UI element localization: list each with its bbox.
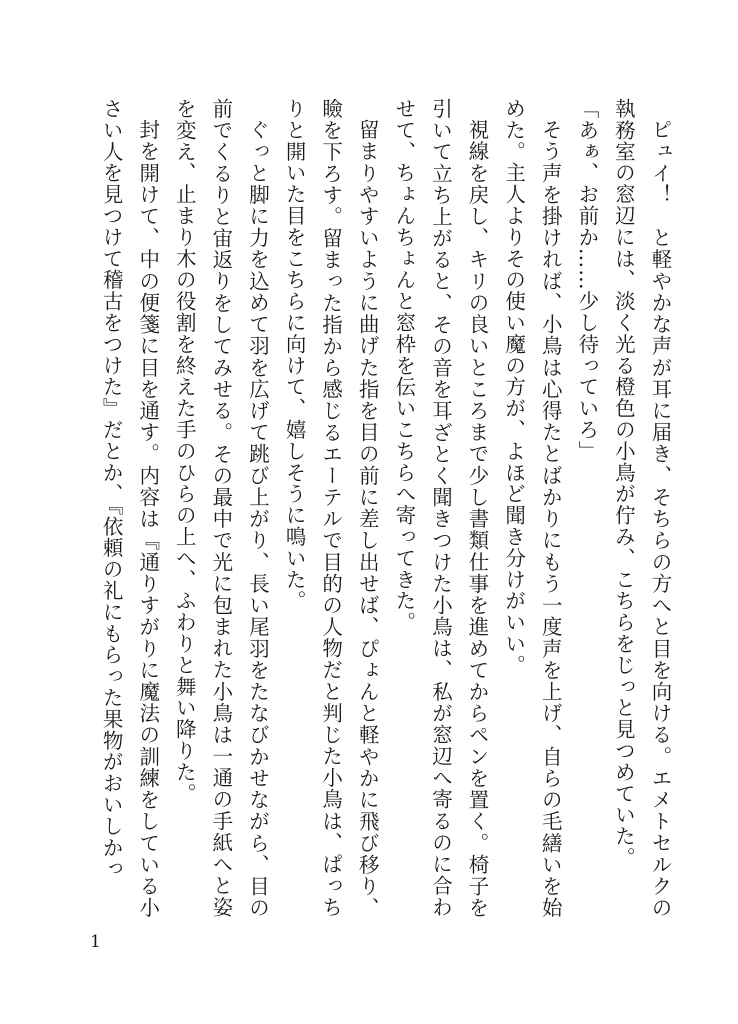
paragraph-2-dialogue: 「あぁ、お前か……少し待っていろ」 [574, 98, 599, 462]
paragraph-6: ぐっと脚に力を込めて羽を広げて跳び上がり、長い尾羽をたなびかせながら、目の前でくるりと宙返りをしてみせる。その最中で光に包まれた小鳥は一通の手紙へと姿を変え、止まり木の役割を終えた手のひらの上へ、ふわりと舞い降りた。 [172, 98, 270, 918]
paragraph-7: 封を開けて、中の便箋に目を通す。内容は『通りすがりに魔法の訓練をしている小さい人を見つけて稽古をつけた』だとか、『依頼の礼にもらった果物がおいしかっ [99, 98, 160, 918]
paragraph-1: ピュイ！ と軽やかな声が耳に届き、そちらの方へと目を向ける。エメトセルクの執務室の窓辺には、淡く光る橙色の小鳥が佇み、こちらをじっと見つめていた。 [611, 98, 672, 918]
page-number: 1 [90, 932, 101, 952]
paragraph-5: 留まりやすいように曲げた指を目の前に差し出せば、ぴょんと軽やかに飛び移り、瞼を下ろす。留まった指から感じるエーテルで目的の人物だと判じた小鳥は、ぱっちりと開いた目をこちらに向けて、嬉しそうに鳴いた。 [282, 98, 380, 918]
body-text [58, 98, 678, 918]
paragraph-3: そう声を掛ければ、小鳥は心得たとばかりにもう一度声を上げ、自らの毛繕いを始めた。主人よりその使い魔の方が、よほど聞き分けがいい。 [501, 98, 563, 918]
paragraph-4: 視線を戻し、キリの良いところまで少し書類仕事を進めてからペンを置く。椅子を引いて立ち上がると、その音を耳ざとく聞きつけた小鳥は、私が窓辺へ寄るのに合わせて、ちょんちょんと窓枠を伝いこちらへ寄ってきた。 [391, 98, 490, 918]
